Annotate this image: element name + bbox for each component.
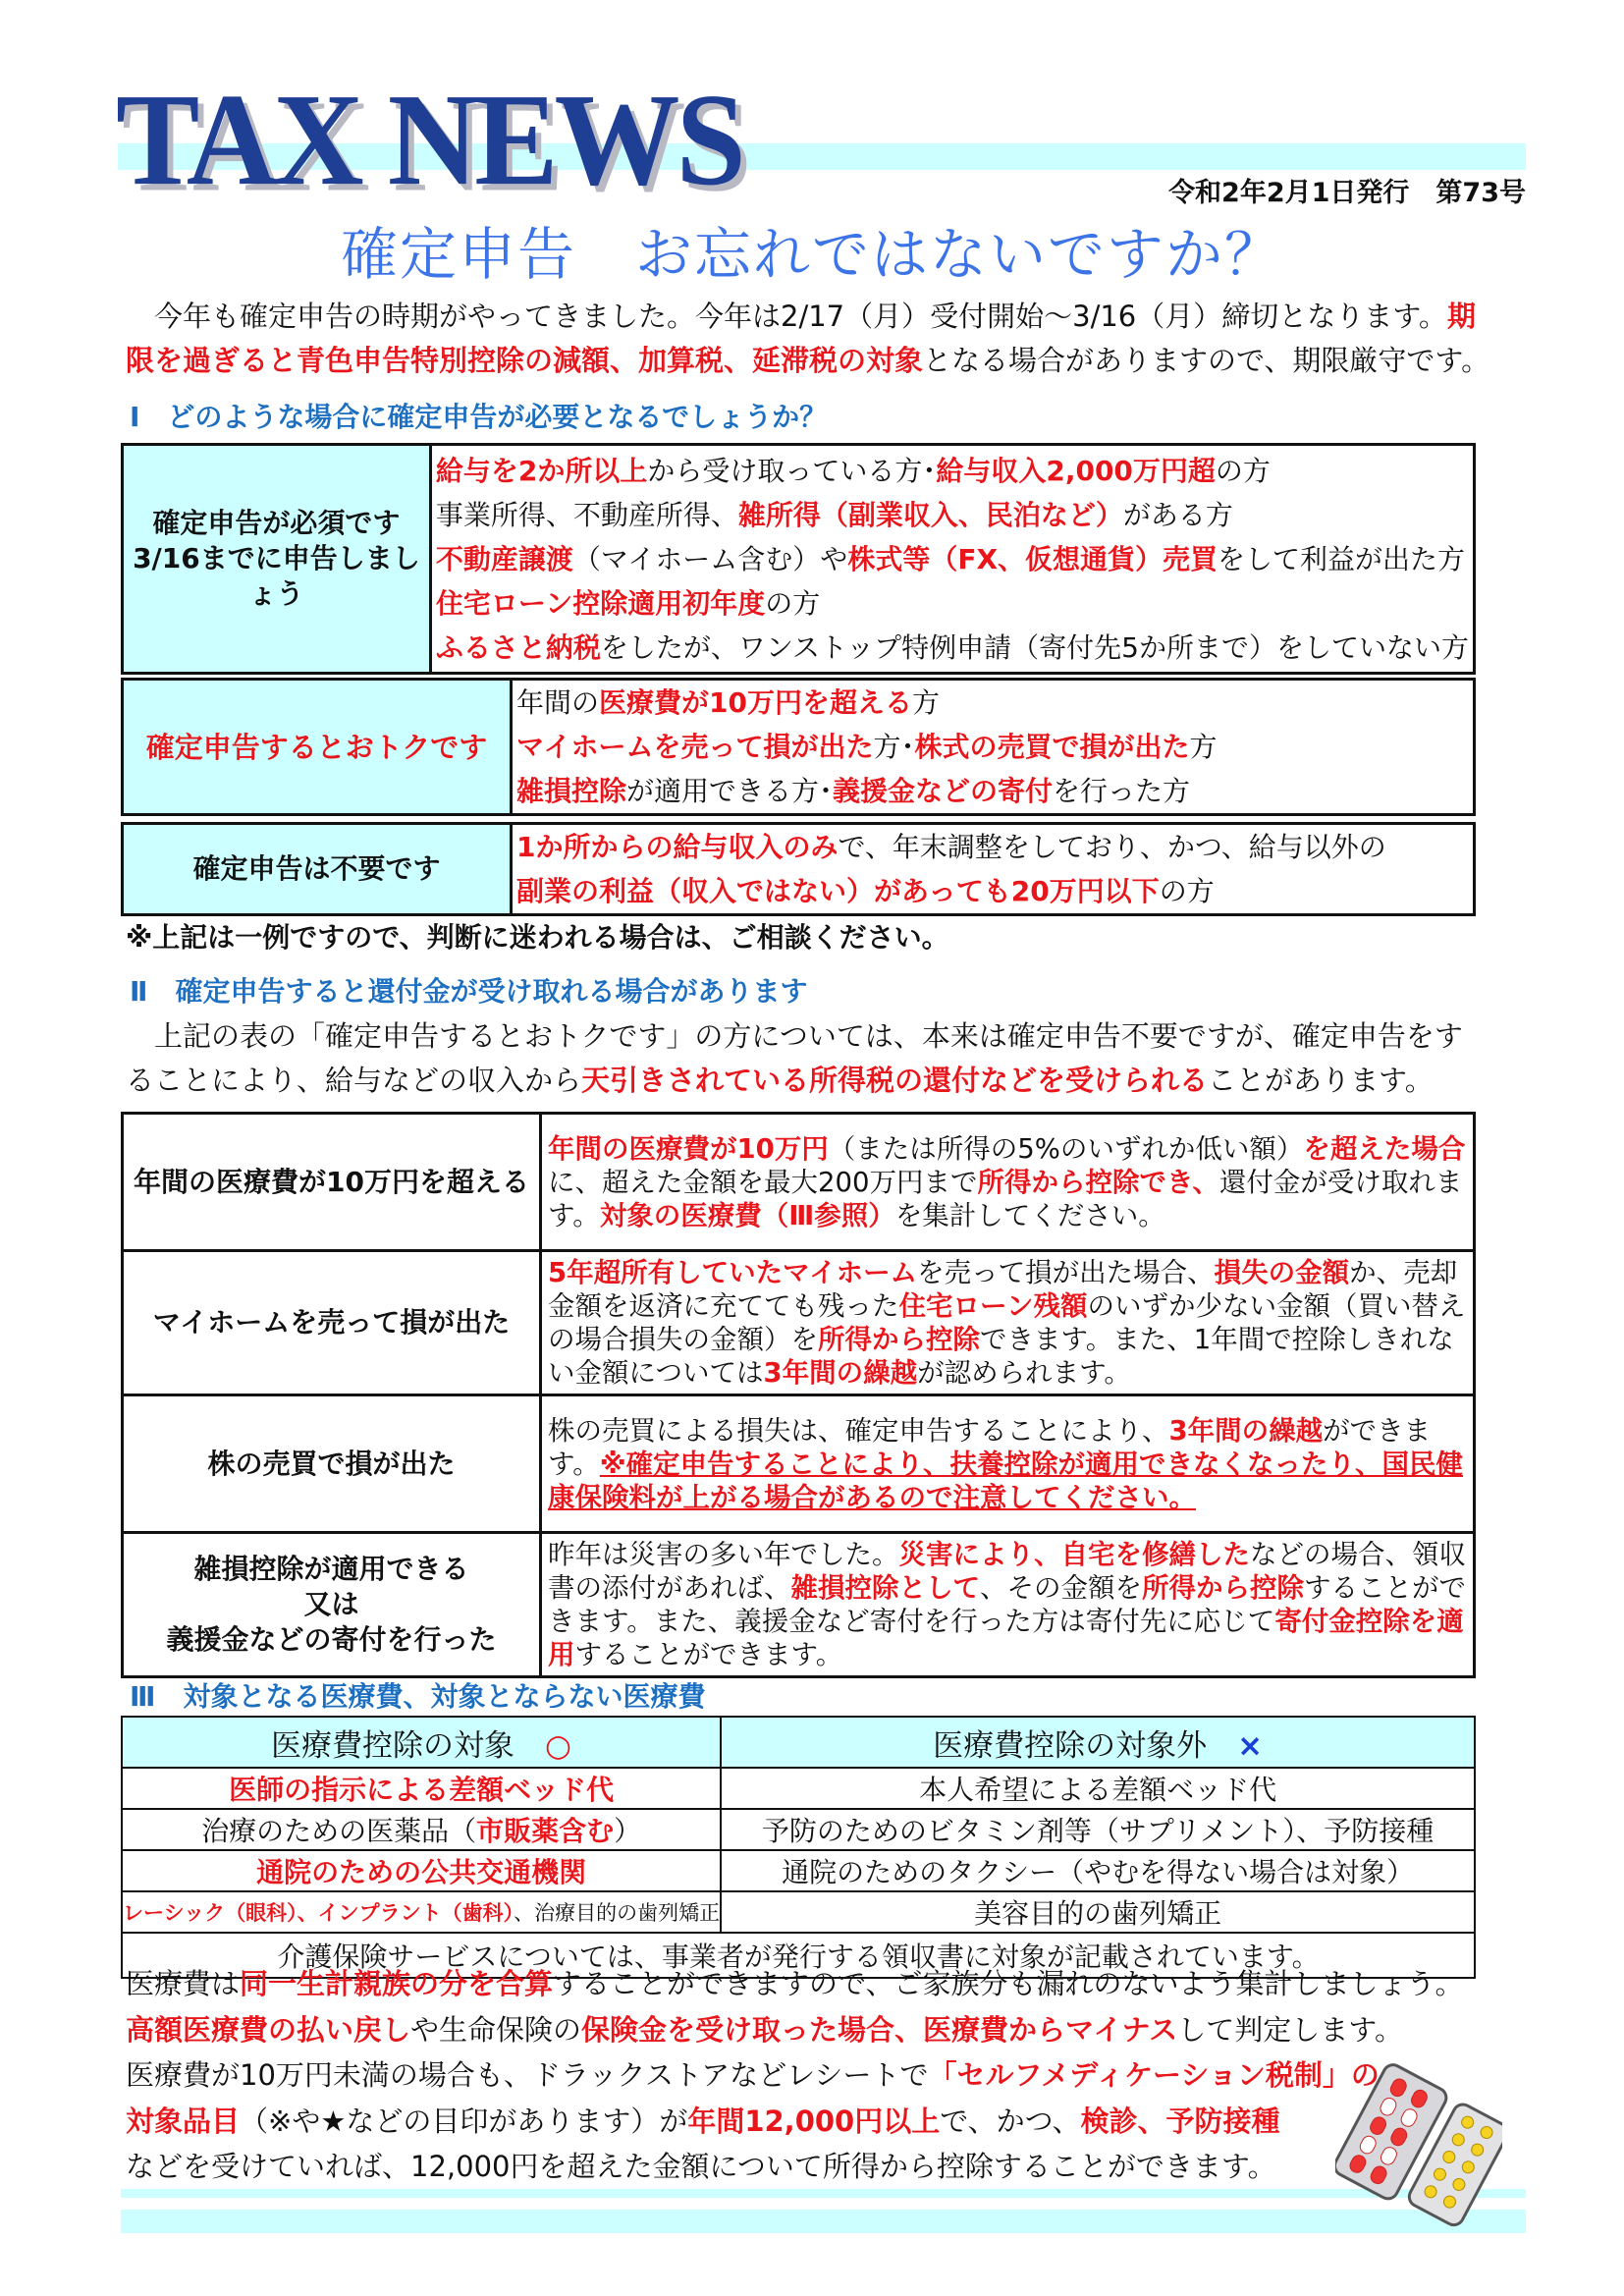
covered-cell xyxy=(122,1809,721,1850)
text-run: できます。また、1年間で控除しきれない金額については xyxy=(548,1324,1454,1389)
issue-date: 令和2年2月1日発行 第73号 xyxy=(1168,178,1526,208)
emphasis-text: 寄付金控除を適用 xyxy=(548,1606,1464,1670)
emphasis-text: 株式の売買で損が出た xyxy=(914,731,1190,763)
intro-paragraph xyxy=(126,295,1500,383)
case-label xyxy=(123,1395,541,1533)
covered-cell xyxy=(122,1768,721,1809)
case-description xyxy=(541,1395,1475,1533)
table-row xyxy=(123,1114,1475,1251)
table-row xyxy=(122,1809,1475,1850)
text-run: 昨年は災害の多い年でした。 xyxy=(548,1539,899,1570)
case-label xyxy=(123,1251,541,1395)
not-covered-cell: 通院のためのタクシー（やむを得ない場合は対象） xyxy=(721,1850,1475,1891)
closing-paragraph-line xyxy=(126,2053,1500,2098)
text-run: で、年末調整をしており、かつ、給与以外の xyxy=(838,831,1386,863)
col-covered-label: 医療費控除の対象 xyxy=(271,1727,515,1764)
text-run: 事業所得、不動産所得、 xyxy=(435,498,738,531)
tax-news-logo: TAX NEWS xyxy=(116,66,742,213)
text-run: を行った方 xyxy=(1053,775,1191,807)
label-line: 義援金などの寄付を行った xyxy=(166,1623,497,1656)
emphasis-text: 住宅ローン控除適用初年度 xyxy=(435,586,766,620)
text-run: の方 xyxy=(765,586,821,620)
emphasis-text: 高額医療費の払い戻し xyxy=(126,2012,411,2047)
row-items xyxy=(512,680,1475,815)
text-run: などの場合、領収書の添付があれば、 xyxy=(548,1539,1466,1604)
emphasis-text: 医師の指示による差額ベッド代 xyxy=(229,1774,615,1806)
row-label xyxy=(123,680,512,815)
emphasis-text: 医療費が10万円を超える xyxy=(599,686,912,719)
section3-heading: Ⅲ 対象となる医療費、対象とならない医療費 xyxy=(130,1680,706,1713)
emphasis-text: 不動産譲渡 xyxy=(435,542,573,575)
list-item xyxy=(513,825,1473,869)
text-run: 医療費は xyxy=(126,1967,241,2000)
not-covered-cell: 本人希望による差額ベッド代 xyxy=(721,1768,1475,1809)
table-row xyxy=(122,1850,1475,1891)
text-run: の方 xyxy=(1159,875,1215,907)
case-label xyxy=(123,1114,541,1251)
emphasis-text: 同一生計親族の分を合算 xyxy=(240,1967,554,2000)
text-run: などを受けていれば、12,000円を超えた金額について所得から控除することができます。 xyxy=(126,2150,1276,2183)
text-run: ） xyxy=(614,1815,642,1847)
table-row xyxy=(122,1891,1475,1933)
emphasis-text: を超えた場合 xyxy=(1303,1132,1466,1165)
closing-paragraph-line xyxy=(126,2100,1500,2144)
emphasis-text: 副業の利益（収入ではない）があっても20万円以下 xyxy=(516,875,1160,907)
section1-heading: Ⅰ どのような場合に確定申告が必要となるでしょうか？ xyxy=(130,401,828,433)
row-label xyxy=(123,445,431,674)
emphasis-text: 市販薬含む xyxy=(476,1815,615,1847)
text-run: することができます。また、義援金など寄付を行った方は寄付先に応じて xyxy=(548,1572,1466,1637)
covered-cell xyxy=(122,1891,721,1933)
emphasis-text: 損失の金額 xyxy=(1214,1257,1350,1288)
header-covered xyxy=(122,1717,721,1768)
text-run: （または所得の5%のいずれか低い額） xyxy=(828,1132,1304,1165)
case-description xyxy=(541,1533,1475,1677)
text-run: や生命保険の xyxy=(410,2012,582,2047)
section2-heading: Ⅱ 確定申告すると還付金が受け取れる場合があります xyxy=(130,975,808,1008)
refund-table xyxy=(121,1112,1476,1678)
label-line: 3/16までに申告しましょう xyxy=(133,542,420,610)
text-run: して判定します。 xyxy=(1177,2012,1403,2047)
text-run: となる場合がありますので、期限厳守です。 xyxy=(923,344,1490,377)
case-description xyxy=(541,1114,1475,1251)
list-item xyxy=(432,493,1473,537)
row-items xyxy=(430,445,1474,674)
table-row xyxy=(123,445,1475,674)
emphasis-text: 5年超所有していたマイホーム xyxy=(548,1257,918,1288)
section1-note: ※上記は一例ですので、判断に迷われる場合は、ご相談ください。 xyxy=(126,921,949,954)
label-line: 確定申告は不要です xyxy=(192,852,441,885)
text-run: 、治療目的の歯列矯正 xyxy=(514,1901,721,1925)
requirement-table xyxy=(121,822,1476,916)
emphasis-text: ※確定申告することにより、扶養控除が適用できなくなったり、国民健康保険料が上がる場合があるので注意してください。 xyxy=(548,1448,1464,1513)
text-run: 、その金額を xyxy=(980,1572,1142,1604)
text-run: 方･ xyxy=(873,731,915,763)
emphasis-text: 給与を2か所以上 xyxy=(435,454,648,487)
text-run: 今年も確定申告の時期がやってきました。今年は2/17（月）受付開始～3/16（月）締切となります。 xyxy=(126,300,1447,333)
list-item xyxy=(513,769,1473,813)
text-run: （※や★などの目印があります）が xyxy=(240,2104,688,2138)
closing-paragraph-line xyxy=(126,2008,1500,2052)
not-covered-cell: 予防のためのビタミン剤等（サプリメント）、予防接種 xyxy=(721,1809,1475,1850)
emphasis-text: 雑損控除 xyxy=(516,775,627,807)
emphasis-text: 義援金などの寄付 xyxy=(833,775,1054,807)
medical-expense-table xyxy=(121,1716,1476,1979)
header-not-covered xyxy=(721,1717,1475,1768)
list-item xyxy=(513,681,1473,725)
emphasis-text: レーシック（眼科）、インプラント（歯科） xyxy=(123,1901,514,1925)
emphasis-text: 給与収入2,000万円超 xyxy=(936,454,1216,487)
text-run: か、売却金額を返済に充てても残った xyxy=(548,1257,1458,1322)
emphasis-text: 住宅ローン残額 xyxy=(898,1290,1088,1322)
emphasis-text: 検診、予防接種 xyxy=(1080,2104,1280,2138)
emphasis-text: 所得から控除 xyxy=(1142,1572,1304,1604)
label-line: 又は xyxy=(303,1588,359,1620)
text-run: をして利益が出た方 xyxy=(1218,542,1466,575)
emphasis-text: 通院のための公共交通機関 xyxy=(256,1856,587,1888)
headline: 確定申告 お忘れではないですか？ xyxy=(340,221,1283,288)
section2-paragraph xyxy=(126,1014,1490,1103)
text-run: を売って損が出た場合、 xyxy=(917,1257,1215,1288)
emphasis-text: 対象品目 xyxy=(126,2104,241,2138)
emphasis-text: ふるさと納税 xyxy=(435,630,601,664)
emphasis-text: マイホームを売って損が出た xyxy=(516,731,874,763)
list-item xyxy=(432,581,1473,626)
table-header xyxy=(122,1717,1475,1768)
list-item xyxy=(513,869,1473,913)
emphasis-text: 雑損控除として xyxy=(790,1572,980,1604)
not-covered-cell: 美容目的の歯列矯正 xyxy=(721,1891,1475,1933)
text-run: 医療費が10万円未満の場合も、ドラックストアなどレシートで xyxy=(126,2058,929,2092)
table-row xyxy=(123,680,1475,815)
covered-cell xyxy=(122,1850,721,1891)
emphasis-text: 対象の医療費（Ⅲ参照） xyxy=(599,1199,895,1231)
text-run: で、かつ、 xyxy=(940,2104,1081,2138)
case-description xyxy=(541,1251,1475,1395)
emphasis-text: 雑所得（副業収入、民泊など） xyxy=(737,498,1123,531)
text-run: 治療のための医薬品（ xyxy=(201,1815,477,1847)
emphasis-text: 天引きされている所得税の還付などを受けられる xyxy=(581,1064,1209,1097)
text-run: （マイホーム含む）や xyxy=(572,542,848,575)
text-run: 上記の表の「確定申告するとおトクです」の方については、本来は確定申告不要ですが、確定申告をすることにより、給与などの収入から xyxy=(126,1019,1463,1097)
text-run: をしたが、ワンストップ特例申請（寄付先5か所まで）をしていない方 xyxy=(600,630,1469,664)
text-run: が適用できる方･ xyxy=(626,775,834,807)
row-items xyxy=(512,824,1475,915)
emphasis-text: 保険金を受け取った場合、医療費からマイナス xyxy=(581,2012,1178,2047)
text-run: の方 xyxy=(1215,454,1271,487)
table-row xyxy=(122,1768,1475,1809)
cross-icon: × xyxy=(1237,1727,1264,1764)
text-run: を集計してください。 xyxy=(894,1199,1165,1231)
circle-icon: ○ xyxy=(545,1727,572,1764)
pill-blister-packs-icon xyxy=(1335,2062,1502,2229)
list-item xyxy=(432,449,1473,493)
emphasis-text: 所得から控除 xyxy=(818,1324,980,1355)
col-not-covered-label: 医療費控除の対象外 xyxy=(933,1727,1208,1764)
table-row xyxy=(123,1395,1475,1533)
row-label xyxy=(123,824,512,915)
emphasis-text: 期限を過ぎると青色申告特別控除の減額、加算税、延滞税の対象 xyxy=(126,300,1476,377)
case-label xyxy=(123,1533,541,1677)
emphasis-text: 年間の医療費が10万円 xyxy=(548,1132,829,1165)
requirement-table xyxy=(121,443,1476,675)
emphasis-text: 株式等（FX、仮想通貨）売買 xyxy=(847,542,1218,575)
emphasis-text: 年間12,000円以上 xyxy=(687,2104,941,2138)
table-row xyxy=(123,824,1475,915)
footer-band-thick xyxy=(121,2210,1526,2233)
list-item xyxy=(432,626,1473,670)
list-item xyxy=(432,537,1473,581)
emphasis-text: 災害により、自宅を修繕した xyxy=(898,1539,1250,1570)
emphasis-text: 3年間の繰越 xyxy=(763,1357,918,1389)
text-run: 還付金が受け取れます。 xyxy=(548,1166,1463,1231)
text-run: のいずか少ない金額（買い替えの場合損失の金額）を xyxy=(548,1290,1466,1355)
emphasis-text: 1か所からの給与収入のみ xyxy=(516,831,839,863)
emphasis-text: 3年間の繰越 xyxy=(1168,1414,1324,1447)
text-run: 方 xyxy=(911,686,940,719)
list-item xyxy=(513,725,1473,769)
footer-band-thin xyxy=(121,2189,1526,2198)
text-run: 方 xyxy=(1189,731,1218,763)
text-run: ことがあります。 xyxy=(1208,1064,1434,1097)
text-run: から受け取っている方･ xyxy=(647,454,937,487)
text-run: が認められます。 xyxy=(917,1357,1131,1389)
text-run: に、超えた金額を最大200万円まで xyxy=(548,1166,978,1198)
text-run: 株の売買による損失は、確定申告することにより、 xyxy=(548,1414,1169,1447)
label-line: 年間の医療費が10万円を超える xyxy=(134,1165,529,1198)
text-run: がある方 xyxy=(1122,498,1233,531)
label-line: 確定申告が必須です xyxy=(152,507,401,539)
requirement-table xyxy=(121,678,1476,816)
table-row xyxy=(123,1533,1475,1677)
label-line: 雑損控除が適用できる xyxy=(193,1553,469,1585)
footer-row: 介護保険サービスについては、事業者が発行する領収書に対象が記載されています。 xyxy=(122,1933,1475,1978)
emphasis-text: 所得から控除でき、 xyxy=(977,1166,1219,1198)
closing-paragraph-line xyxy=(126,2145,1500,2189)
label-line: マイホームを売って損が出た xyxy=(152,1306,511,1339)
label-line: 株の売買で損が出た xyxy=(207,1447,456,1480)
text-run: することができます。 xyxy=(574,1639,843,1670)
emphasis-text: 「セルフメディケーション税制」の xyxy=(928,2058,1380,2092)
label-line: 確定申告するとおトクです xyxy=(145,730,488,764)
text-run: 年間の xyxy=(516,686,600,719)
text-run: ができます。 xyxy=(548,1414,1432,1480)
closing-paragraph-line xyxy=(126,1962,1500,2006)
table-row xyxy=(123,1251,1475,1395)
text-run: することができますので、ご家族分も漏れのないよう集計しましょう。 xyxy=(553,1967,1464,2000)
